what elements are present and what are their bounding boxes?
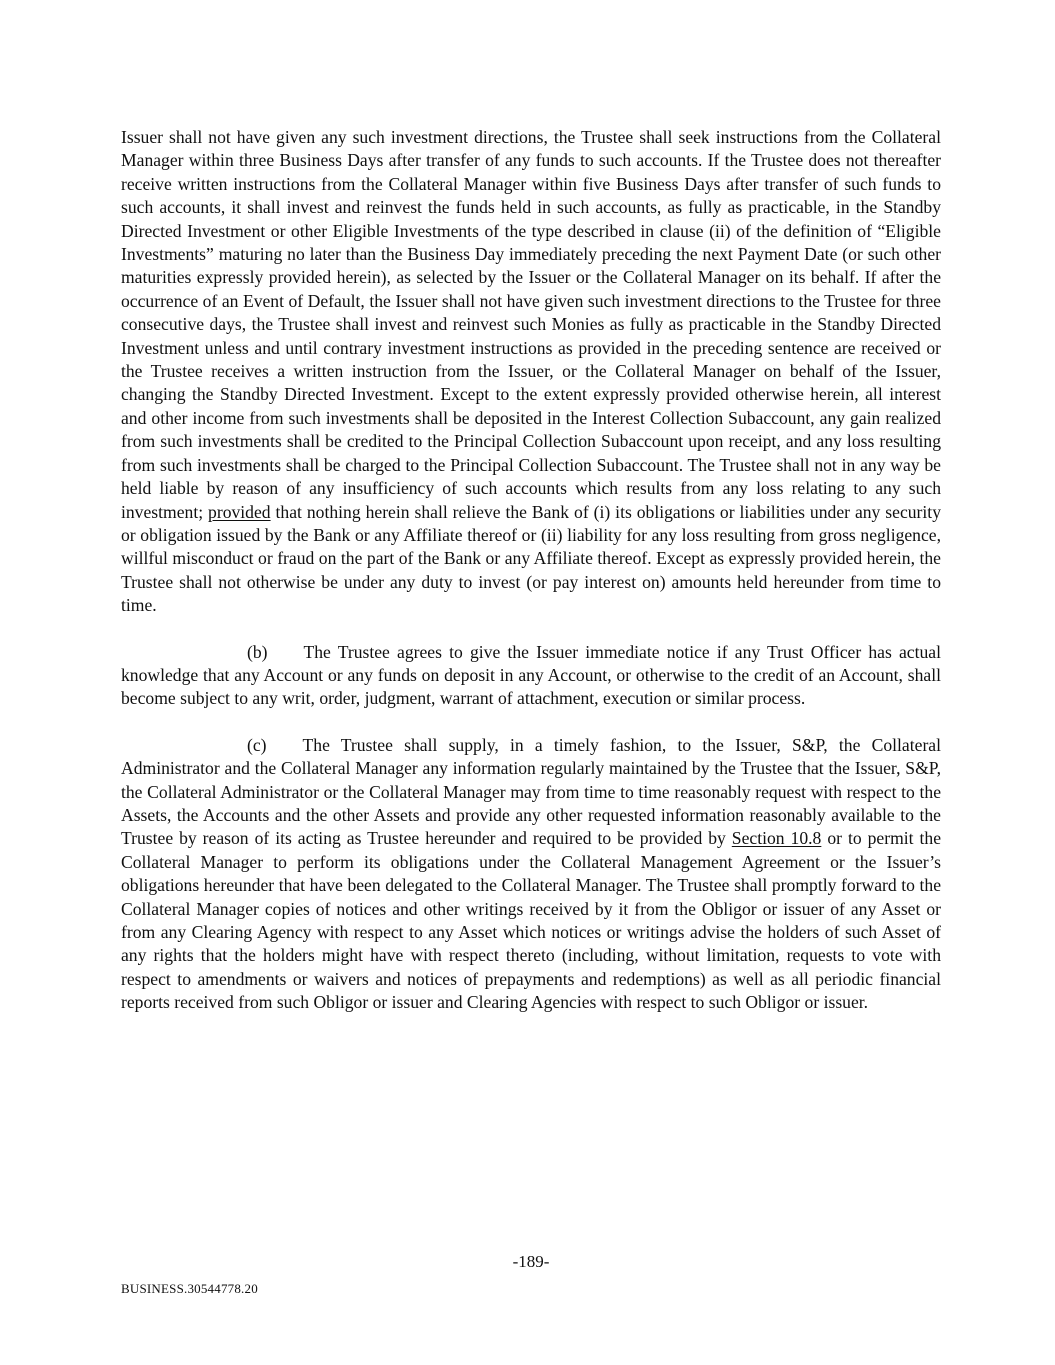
document-id-footer: BUSINESS.30544778.20 (121, 1281, 258, 1296)
paragraph-text: The Trustee agrees to give the Issuer immediate notice if any Trust Officer has actual knowledge that any Account or any funds on deposit in any Account, or otherwise to the credit of an Account, shall become subject to any writ, order, judgment, warrant of attachment, execution or similar process. (121, 641, 941, 709)
page-number: -189- (512, 1252, 550, 1271)
paragraph-text: Issuer shall not have given any such investment directions, the Trustee shall seek instructions from the Collateral Manager within three Business Days after transfer of any funds to such accounts. If the Trustee does not thereafter receive written instructions from the Collateral Manager within five Business Days after transfer of such funds to such accounts, it shall invest and reinvest the funds held in such accounts, as fully as practicable, in the Standby Directed Investment or other Eligible Investments of the type described in clause (ii) of the definition of “Eligible Investments” maturing no later than the Business Day immediately preceding the next Payment Date (or such other maturities expressly provided herein), as selected by the Issuer or the Collateral Manager on its behalf. If after the occurrence of an Event of Default, the Issuer shall not have given such investment directions to the Trustee for three consecutive days, the Trustee shall invest and reinvest such Monies as fully as practicable in the Standby Directed Investment unless and until contrary investment instructions as provided in the preceding sentence are received or the Trustee receives a written instruction from the Issuer, or the Collateral Manager on behalf of the Issuer, changing the Standby Directed Investment. Except to the extent expressly provided otherwise herein, all interest and other income from such investments shall be deposited in the Interest Collection Subaccount, any gain realized from such investments shall be credited to the Principal Collection Subaccount upon receipt, and any loss resulting from such investments shall be charged to the Principal Collection Subaccount. The Trustee shall not in any way be held liable by reason of any insufficiency of such accounts which results from any loss relating to any such investment; (121, 127, 941, 522)
paragraph-text: The Trustee shall supply, in a timely fashion, to the Issuer, S&P, the Collateral Administrator and the Collateral Manager any information regularly maintained by the Trustee that the Issuer, S&P, the Collateral Administrator or the Collateral Manager may from time to time reasonably request with respect to the Assets, the Accounts and the other Assets and provide any other requested information reasonably available to the Trustee by reason of its acting as Trustee hereunder and required to be provided by (121, 734, 941, 849)
paragraph-b-label: (b) (247, 641, 268, 662)
paragraph-c-label: (c) (247, 734, 267, 755)
paragraph-continuation (121, 126, 941, 618)
paragraph-c (121, 734, 941, 1015)
paragraph-text: that nothing herein shall relieve the Bank of (i) its obligations or liabilities under any security or obligation issued by the Bank or any Affiliate thereof or (ii) liability for any loss resulting from gross negligence, willful misconduct or fraud on the part of the Bank or any Affiliate thereof. Except as expressly provided herein, the Trustee shall not otherwise be under any duty to invest (or pay interest on) amounts held hereunder from time to time. (121, 501, 941, 616)
underlined-term-provided: provided (208, 501, 271, 522)
underlined-section-reference: Section 10.8 (731, 828, 822, 849)
paragraph-text: or to permit the Collateral Manager to perform its obligations under the Collateral Management Agreement or the Issuer’s obligations hereunder that have been delegated to the Collateral Manager. The Trustee shall promptly forward to the Collateral Manager copies of notices and other writings received by it from the Obligor or issuer of any Asset or from any Clearing Agency with respect to any Asset which notices or writings advise the holders of such Asset of any rights that the holders might have with respect thereto (including, without limitation, requests to vote with respect to amendments or waivers and notices of prepayments and redemptions) as well as all periodic financial reports received from such Obligor or issuer and Clearing Agencies with respect to such Obligor or issuer. (121, 828, 942, 1013)
document-body (121, 126, 941, 1038)
paragraph-b (121, 641, 941, 711)
